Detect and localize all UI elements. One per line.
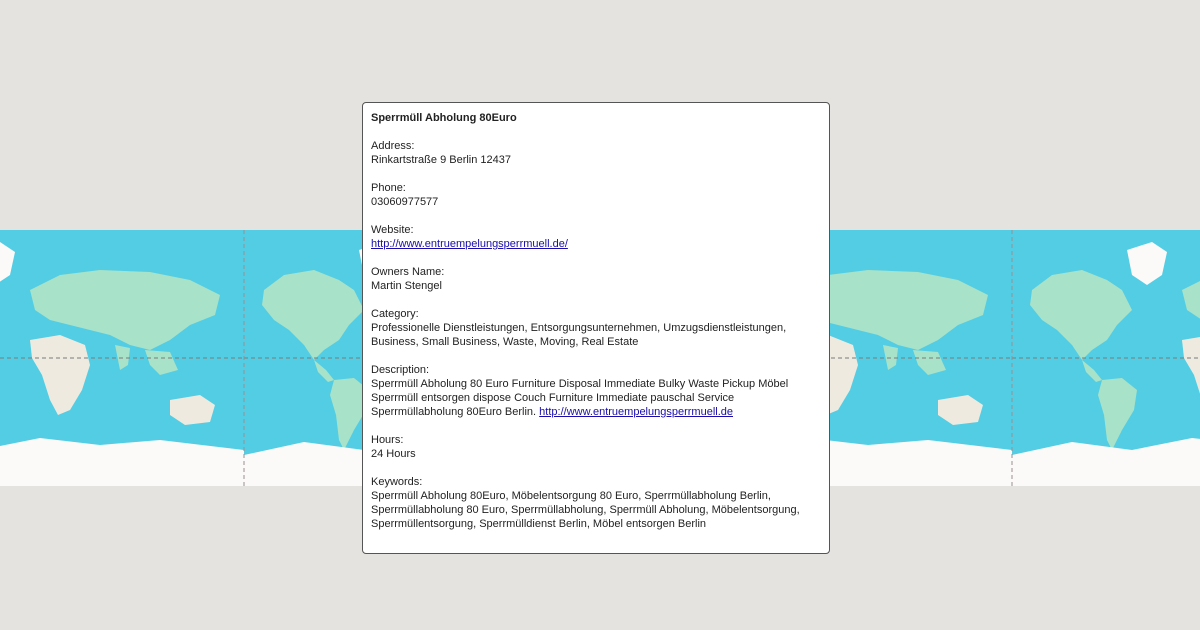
owner-label: Owners Name:: [371, 266, 445, 278]
owner-section: [371, 265, 821, 293]
address-label: Address:: [371, 140, 415, 152]
website-section: [371, 223, 821, 251]
hours-section: [371, 433, 821, 461]
keywords-value: Sperrmüll Abholung 80Euro, Möbelentsorgung 80 Euro, Sperrmüllabholung Berlin, Sperrmüllabholung 80 Euro, Sperrmüllabholung, Sperrmüll Abholung, Möbelentsorgung, Sperrmüllentsorgung, Sperrmülldienst Berlin, Möbel entsorgen Berlin: [371, 490, 800, 530]
hours-value: 24 Hours: [371, 448, 416, 460]
website-label: Website:: [371, 224, 414, 236]
category-value: Professionelle Dienstleistungen, Entsorgungsunternehmen, Umzugsdienstleistungen, Business, Small Business, Waste, Moving, Real Estate: [371, 322, 787, 348]
description-section: [371, 363, 821, 419]
keywords-label: Keywords:: [371, 476, 423, 488]
category-section: [371, 307, 821, 349]
category-label: Category:: [371, 308, 419, 320]
description-text: Sperrmüll Abholung 80 Euro Furniture Disposal Immediate Bulky Waste Pickup Möbel Sperrmüll entsorgen dispose Couch Furniture Immediate pauschal Service Sperrmüllabholung 80Euro Berlin.: [371, 378, 789, 418]
phone-label: Phone:: [371, 182, 406, 194]
keywords-section: [371, 475, 821, 531]
phone-section: [371, 181, 821, 209]
description-link[interactable]: http://www.entruempelungsperrmuell.de: [539, 406, 733, 418]
hours-label: Hours:: [371, 434, 404, 446]
owner-value: Martin Stengel: [371, 280, 442, 292]
website-link[interactable]: http://www.entruempelungsperrmuell.de/: [371, 238, 568, 250]
address-value: Rinkartstraße 9 Berlin 12437: [371, 154, 512, 166]
description-label: Description:: [371, 364, 430, 376]
business-info-popup: [362, 102, 830, 554]
address-section: [371, 139, 821, 167]
description-value: [371, 377, 821, 419]
business-name: Sperrmüll Abholung 80Euro: [371, 112, 517, 124]
phone-value: 03060977577: [371, 196, 439, 208]
